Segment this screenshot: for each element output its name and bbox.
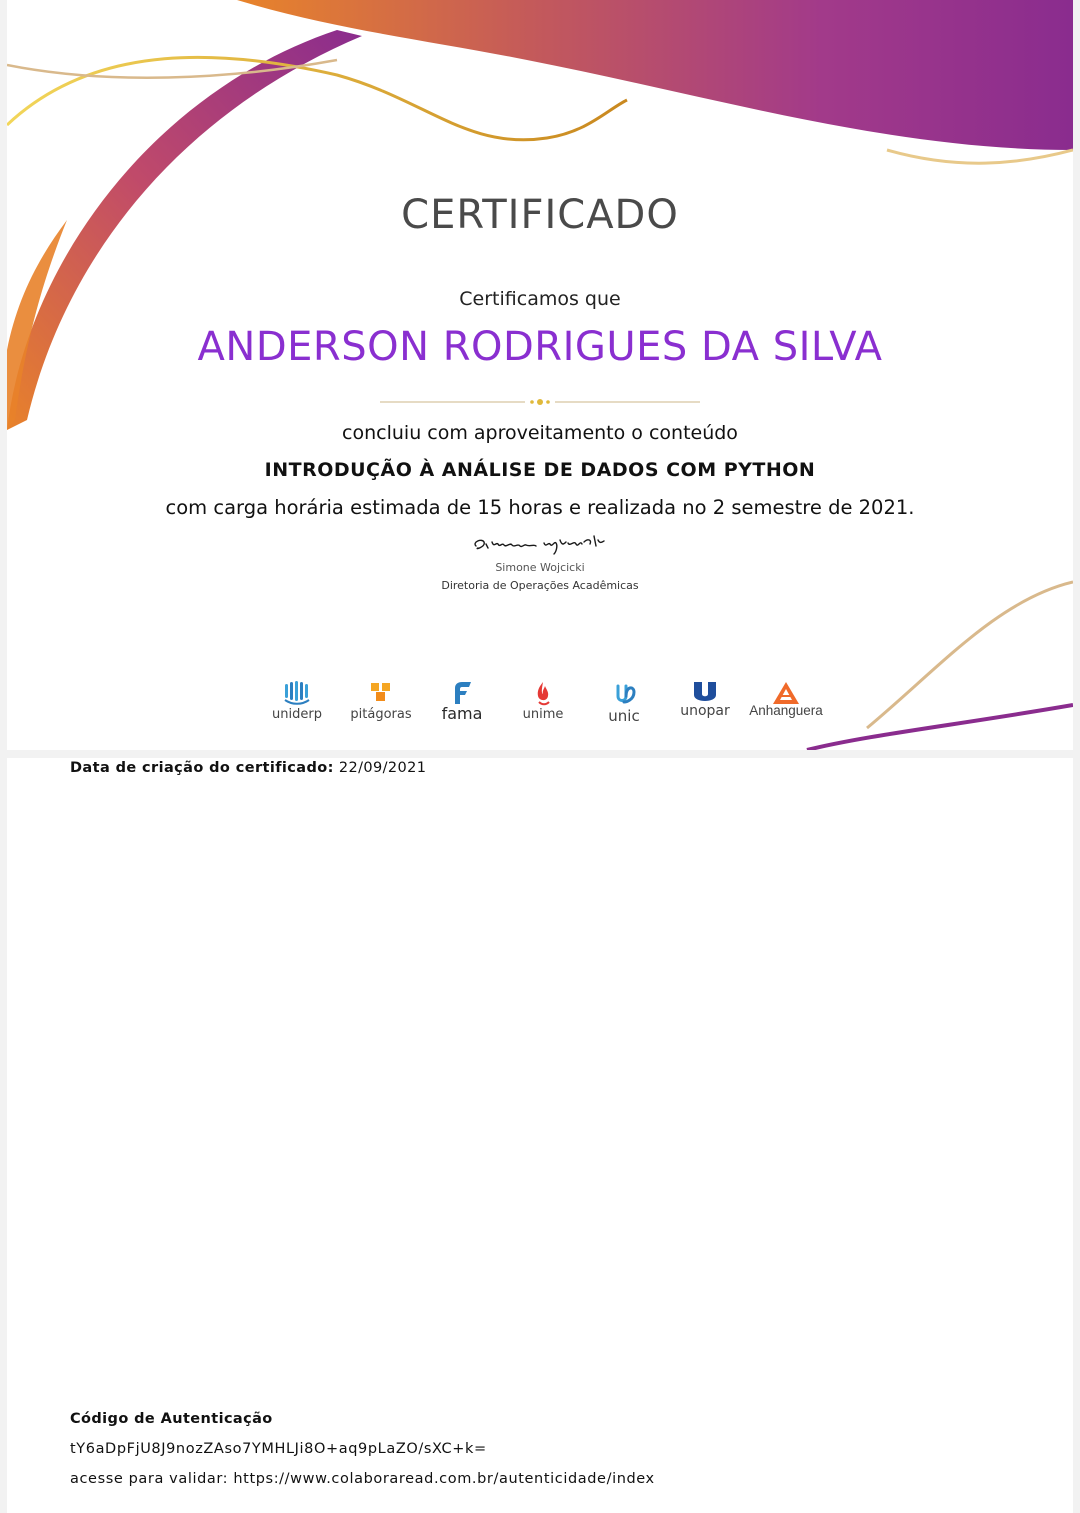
- authentication-code: tY6aDpFjU8J9nozZAso7YMHLJi8O+aq9pLaZO/sXC+k=: [70, 1441, 487, 1457]
- logo-unopar: [665, 680, 745, 719]
- certificate-title: CERTIFICADO: [401, 192, 679, 238]
- creation-date-label: Data de criação do certificado:: [70, 760, 334, 776]
- logo-label: pitágoras: [350, 707, 412, 722]
- creation-date-line: [70, 760, 426, 776]
- certificate-card: [7, 0, 1073, 750]
- ornament-divider: [380, 396, 700, 408]
- fama-logo-icon: [447, 680, 477, 706]
- logo-unime: [503, 680, 583, 722]
- logo-fama: [422, 680, 502, 723]
- logo-label: unic: [608, 707, 640, 725]
- uniderp-logo-icon: [282, 680, 312, 706]
- recipient-name: ANDERSON RODRIGUES DA SILVA: [197, 324, 883, 370]
- creation-date-value: 22/09/2021: [338, 760, 427, 776]
- validation-link[interactable]: acesse para validar: https://www.colaboraread.com.br/autenticidade/index: [70, 1471, 655, 1487]
- logo-label: fama: [441, 704, 483, 723]
- completion-text: concluiu com aproveitamento o conteúdo: [342, 422, 738, 444]
- pitagoras-logo-icon: [366, 680, 396, 706]
- certificate-lead-text: Certificamos que: [459, 288, 621, 310]
- logo-label: uniderp: [272, 707, 322, 722]
- signature-image: [470, 528, 610, 558]
- logo-label: unopar: [680, 703, 730, 719]
- logo-uniderp: [257, 680, 337, 722]
- logo-anhanguera: [746, 680, 826, 718]
- course-title: INTRODUÇÃO À ANÁLISE DE DADOS COM PYTHON: [264, 459, 816, 481]
- authentication-title: Código de Autenticação: [70, 1411, 273, 1427]
- institution-logos: [257, 680, 827, 730]
- logo-unic: [584, 680, 664, 725]
- signer-role: Diretoria de Operações Acadêmicas: [441, 579, 639, 592]
- certificate-details: [7, 758, 1073, 1513]
- unime-logo-icon: [528, 680, 558, 706]
- logo-pitagoras: [341, 680, 421, 722]
- signer-name: Simone Wojcicki: [495, 561, 585, 574]
- logo-label: Anhanguera: [749, 703, 823, 718]
- certificate-decoration: [7, 0, 1073, 750]
- logo-label: unime: [522, 707, 564, 722]
- workload-text: com carga horária estimada de 15 horas e realizada no 2 semestre de 2021.: [165, 496, 915, 519]
- unic-logo-icon: [609, 680, 639, 706]
